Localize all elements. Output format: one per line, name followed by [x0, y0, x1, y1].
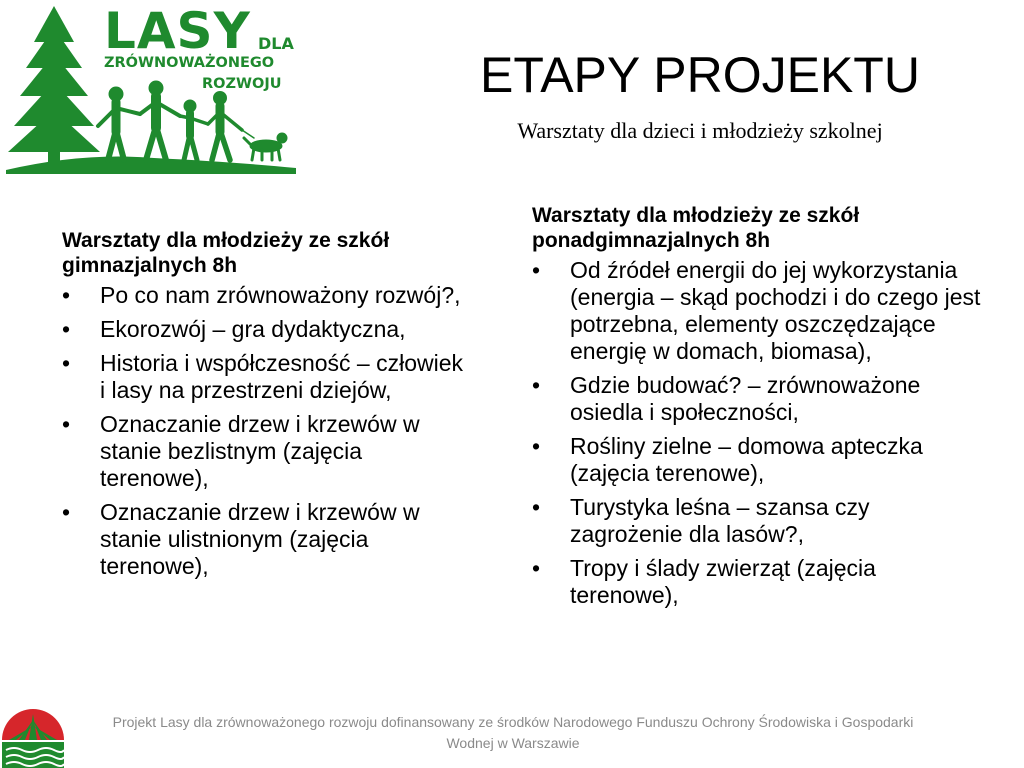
bullet-icon: •	[532, 555, 541, 581]
list-item-text: Historia i współczesność – człowiek i lasy na przestrzeni dziejów,	[100, 350, 464, 403]
project-logo	[4, 2, 304, 178]
bullet-icon: •	[62, 350, 71, 376]
left-column-heading: Warsztaty dla młodzieży ze szkół gimnazjalnych 8h	[62, 229, 390, 277]
list-item	[62, 411, 472, 492]
bullet-icon: •	[532, 494, 541, 520]
logo-text-zrownowazonego: ZRÓWNOWAŻONEGO	[104, 55, 275, 71]
left-bullet-list	[62, 282, 472, 580]
list-item	[532, 372, 982, 426]
list-item-text: Tropy i ślady zwierząt (zajęcia terenowe),	[570, 555, 876, 608]
bullet-icon: •	[62, 499, 71, 525]
logo-text-dla: DLA	[258, 34, 294, 53]
right-column	[532, 203, 982, 616]
right-column-heading: Warsztaty dla młodzieży ze szkół ponadgimnazjalnych 8h	[532, 204, 860, 252]
bullet-icon: •	[532, 372, 541, 398]
left-column	[62, 228, 472, 587]
logo-text-rozwoju: ROZWOJU	[202, 76, 282, 92]
list-item	[532, 257, 982, 365]
list-item-text: Gdzie budować? – zrównoważone osiedla i społeczności,	[570, 372, 921, 425]
list-item	[532, 555, 982, 609]
footer-line-2: Wodnej w Warszawie	[446, 735, 580, 751]
list-item-text: Od źródeł energii do jej wykorzystania (energia – skąd pochodzi i do czego jest potrzebna, elementy oszczędzające energię w domach, biomasa),	[570, 257, 981, 364]
bullet-icon: •	[62, 316, 71, 342]
list-item	[62, 316, 472, 343]
nfosigw-logo-icon	[0, 700, 66, 768]
right-bullet-list	[532, 257, 982, 609]
footer-funding-note	[68, 712, 958, 754]
list-item-text: Oznaczanie drzew i krzewów w stanie ulistnionym (zajęcia terenowe),	[100, 499, 420, 579]
list-item-text: Rośliny zielne – domowa apteczka (zajęcia terenowe),	[570, 433, 923, 486]
footer-line-1: Projekt Lasy dla zrównoważonego rozwoju dofinansowany ze środków Narodowego Funduszu Ochrony Środowiska i Gospodarki	[112, 714, 914, 730]
list-item	[532, 433, 982, 487]
list-item	[62, 282, 472, 309]
bullet-icon: •	[62, 282, 71, 308]
list-item	[62, 499, 472, 580]
logo-text-lasy: LASY	[104, 2, 251, 60]
bullet-icon: •	[62, 411, 71, 437]
list-item-text: Oznaczanie drzew i krzewów w stanie bezlistnym (zajęcia terenowe),	[100, 411, 420, 491]
list-item-text: Ekorozwój – gra dydaktyczna,	[100, 316, 406, 342]
page-subtitle: Warsztaty dla dzieci i młodzieży szkolnej	[517, 118, 883, 143]
list-item	[62, 350, 472, 404]
bullet-icon: •	[532, 433, 541, 459]
list-item-text: Po co nam zrównoważony rozwój?,	[100, 282, 461, 308]
page-title: ETAPY PROJEKTU	[480, 47, 920, 103]
list-item	[532, 494, 982, 548]
bullet-icon: •	[532, 257, 541, 283]
list-item-text: Turystyka leśna – szansa czy zagrożenie dla lasów?,	[570, 494, 870, 547]
